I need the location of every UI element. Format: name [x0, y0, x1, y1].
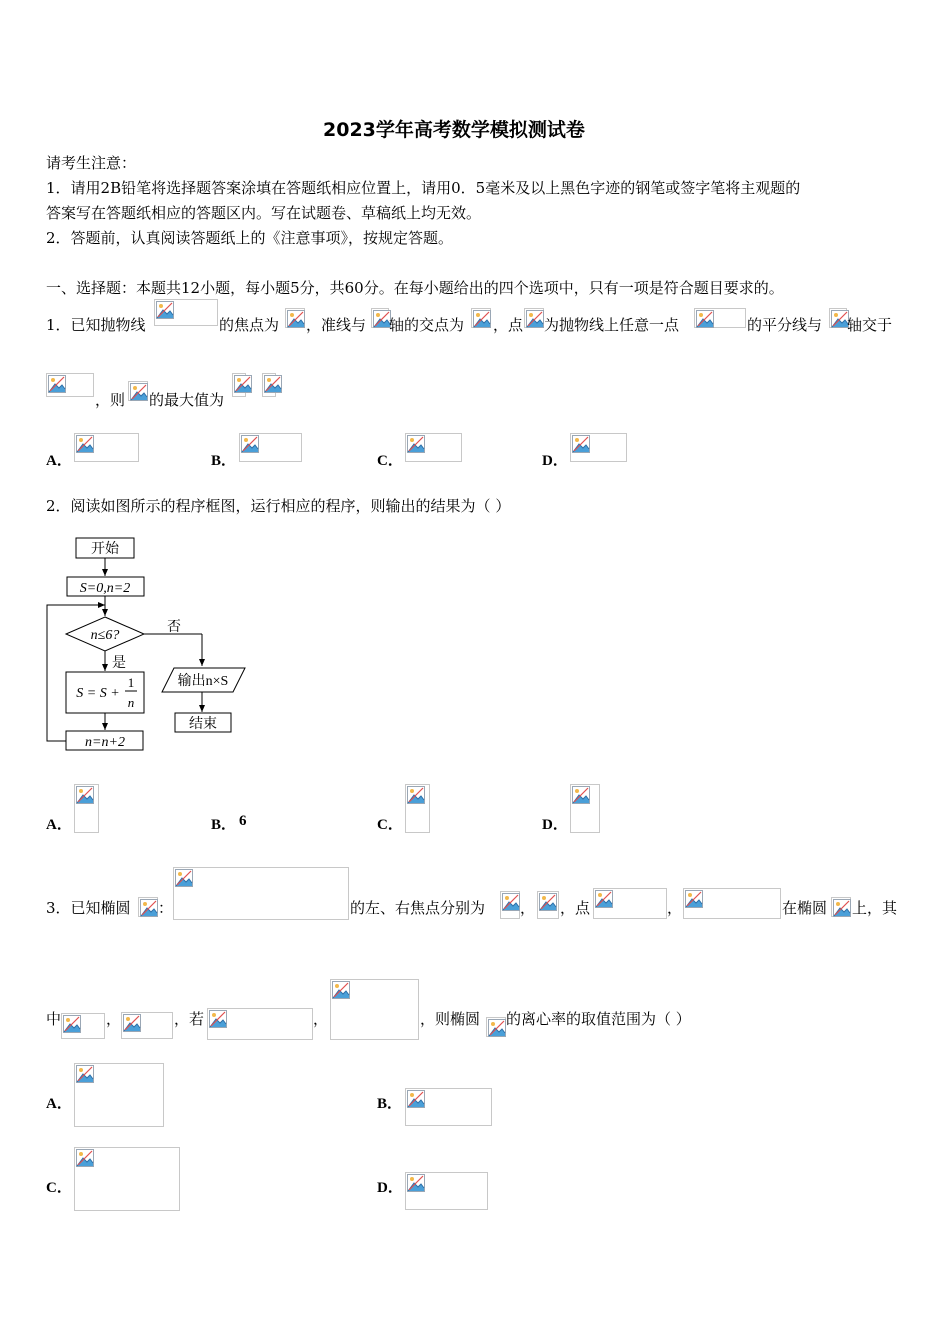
q3-formula-image — [138, 897, 158, 917]
q3-text-13: ，则椭圆 — [420, 1010, 481, 1028]
q3-formula-image — [61, 1013, 105, 1039]
q1-formula-image — [46, 373, 94, 397]
broken-image-icon — [123, 1014, 141, 1032]
q1-formula-image — [471, 308, 491, 328]
q2-option-a-image[interactable] — [74, 784, 99, 833]
notice-line-1b: 答案写在答题纸相应的答题区内。写在试题卷、草稿纸上均无效。 — [46, 204, 482, 222]
broken-image-icon — [696, 310, 714, 328]
q3-option-d-label[interactable]: D． — [377, 1180, 403, 1196]
broken-image-icon — [63, 1015, 81, 1033]
page-title: 2023学年高考数学模拟测试卷 — [323, 119, 585, 141]
q1-option-c-label[interactable]: C． — [377, 453, 403, 469]
q3-option-c-image[interactable] — [74, 1147, 180, 1211]
q3-text-10: ， — [106, 1010, 122, 1028]
q1-formula-image — [128, 381, 148, 401]
q3-formula-image — [500, 891, 520, 919]
q3-text-14: 的离心率的取值范围为（ ） — [506, 1010, 691, 1028]
q3-formula-image — [173, 867, 349, 920]
q1-text-8: 轴交于 — [847, 316, 893, 334]
broken-image-icon — [572, 435, 590, 453]
q1-text-2: 的焦点为 — [219, 316, 280, 334]
q1-formula-image — [829, 308, 847, 328]
flowchart-start-text: 开始 — [91, 542, 119, 557]
broken-image-icon — [407, 1090, 425, 1108]
flowchart-frac-num: 1 — [127, 675, 135, 690]
broken-image-icon — [130, 383, 148, 401]
q3-formula-image — [537, 891, 559, 919]
q1-text-7: 的平分线与 — [747, 316, 823, 334]
q2-option-b-value[interactable]: 6 — [239, 813, 247, 829]
broken-image-icon — [685, 890, 703, 908]
broken-image-icon — [156, 301, 174, 319]
broken-image-icon — [48, 375, 66, 393]
flowchart-cond-text: n≤6? — [90, 628, 120, 643]
q3-option-d-image[interactable] — [405, 1172, 488, 1210]
flowchart-init-text: S=0,n=2 — [79, 581, 131, 596]
broken-image-icon — [539, 893, 557, 911]
q3-text-8: 上，其 — [852, 899, 898, 917]
q3-text-9: 中 — [46, 1010, 62, 1028]
broken-image-icon — [595, 890, 613, 908]
flowchart-increment-text: n=n+2 — [85, 735, 125, 750]
q3-text-1: 3．已知椭圆 — [46, 899, 131, 917]
q3-formula-image — [207, 1008, 313, 1040]
q3-option-b-image[interactable] — [405, 1088, 492, 1126]
broken-image-icon — [140, 899, 158, 917]
q3-text-2: ： — [158, 899, 174, 917]
q1-option-b-label[interactable]: B． — [211, 453, 237, 469]
flowchart-frac-den: n — [127, 695, 135, 710]
q1-text-10: 的最大值为 — [149, 391, 225, 409]
broken-image-icon — [473, 310, 491, 328]
q2-option-a-label[interactable]: A． — [46, 817, 72, 833]
q2-option-b-label[interactable]: B． — [211, 817, 237, 833]
broken-image-icon — [407, 435, 425, 453]
q2-option-d-label[interactable]: D． — [542, 817, 568, 833]
broken-image-icon — [76, 786, 94, 804]
flowchart-end-text: 结束 — [189, 717, 217, 732]
q1-option-a-label[interactable]: A． — [46, 453, 72, 469]
q1-formula-image — [285, 308, 305, 328]
broken-image-icon — [407, 1174, 425, 1192]
broken-image-icon — [488, 1019, 506, 1037]
broken-image-icon — [332, 981, 350, 999]
q3-option-b-label[interactable]: B． — [377, 1096, 403, 1112]
q2-text: 2．阅读如图所示的程序框图，运行相应的程序，则输出的结果为（ ） — [46, 497, 511, 515]
q1-formula-image — [694, 308, 746, 328]
q1-formula-image — [232, 373, 246, 397]
q1-text-1: 1．已知抛物线 — [46, 316, 146, 334]
broken-image-icon — [209, 1010, 227, 1028]
flowchart-yes-label: 是 — [112, 656, 126, 671]
q3-option-c-label[interactable]: C． — [46, 1180, 72, 1196]
broken-image-icon — [76, 1065, 94, 1083]
q3-formula-image — [486, 1017, 506, 1037]
flowchart-output-text: 输出n×S — [177, 674, 229, 689]
q1-text-6: 为抛物线上任意一点 — [544, 316, 680, 334]
q2-option-c-label[interactable]: C． — [377, 817, 403, 833]
q1-text-5: ，点 — [493, 316, 524, 334]
q3-text-6: ， — [667, 899, 683, 917]
q3-formula-image — [593, 888, 667, 919]
q3-text-3: 的左、右焦点分别为 — [350, 899, 486, 917]
broken-image-icon — [502, 893, 520, 911]
q1-formula-image — [524, 308, 544, 328]
notice-line-2: 2．答题前，认真阅读答题纸上的《注意事项》，按规定答题。 — [46, 229, 454, 247]
broken-image-icon — [572, 786, 590, 804]
q1-option-d-label[interactable]: D． — [542, 453, 568, 469]
q3-text-7: 在椭圆 — [782, 899, 828, 917]
broken-image-icon — [76, 1149, 94, 1167]
q1-text-3: ，准线与 — [306, 316, 367, 334]
q1-formula-image — [371, 308, 389, 328]
q1-text-9: ，则 — [95, 391, 126, 409]
q2-option-c-image[interactable] — [405, 784, 430, 833]
q1-option-d-image[interactable] — [570, 433, 627, 462]
q3-option-a-image[interactable] — [74, 1063, 164, 1127]
q1-option-b-image[interactable] — [239, 433, 302, 462]
broken-image-icon — [76, 435, 94, 453]
broken-image-icon — [264, 375, 282, 393]
q3-formula-image — [683, 888, 781, 919]
broken-image-icon — [833, 899, 851, 917]
q2-option-d-image[interactable] — [570, 784, 600, 833]
broken-image-icon — [234, 375, 252, 393]
flowchart-assign-text: S = S + — [76, 686, 120, 701]
q3-text-5: ，点 — [560, 899, 591, 917]
broken-image-icon — [407, 786, 425, 804]
notice-line-1a: 1．请用2B铅笔将选择题答案涂填在答题纸相应位置上，请用0．5毫米及以上黑色字迹的钢笔或签字笔将主观题的 — [46, 179, 801, 197]
q1-text-4: 轴的交点为 — [389, 316, 465, 334]
broken-image-icon — [175, 869, 193, 887]
q3-option-a-label[interactable]: A． — [46, 1096, 72, 1112]
q1-formula-image — [262, 373, 276, 397]
q1-option-a-image[interactable] — [74, 433, 139, 462]
q3-text-4: ， — [520, 899, 536, 917]
q3-text-12: ， — [313, 1010, 329, 1028]
section-heading: 一、选择题：本题共12小题，每小题5分，共60分。在每小题给出的四个选项中，只有一项是符合题目要求的。 — [46, 279, 784, 297]
q3-formula-image — [330, 979, 419, 1040]
q1-option-c-image[interactable] — [405, 433, 462, 462]
broken-image-icon — [287, 310, 305, 328]
broken-image-icon — [241, 435, 259, 453]
q1-formula-image — [154, 299, 218, 326]
flowchart-no-label: 否 — [167, 620, 181, 635]
q3-text-11: ，若 — [174, 1010, 205, 1028]
notice-heading: 请考生注意： — [46, 154, 137, 172]
q3-formula-image — [831, 897, 851, 917]
q3-formula-image — [121, 1012, 173, 1039]
q2-flowchart — [40, 532, 260, 772]
broken-image-icon — [526, 310, 544, 328]
